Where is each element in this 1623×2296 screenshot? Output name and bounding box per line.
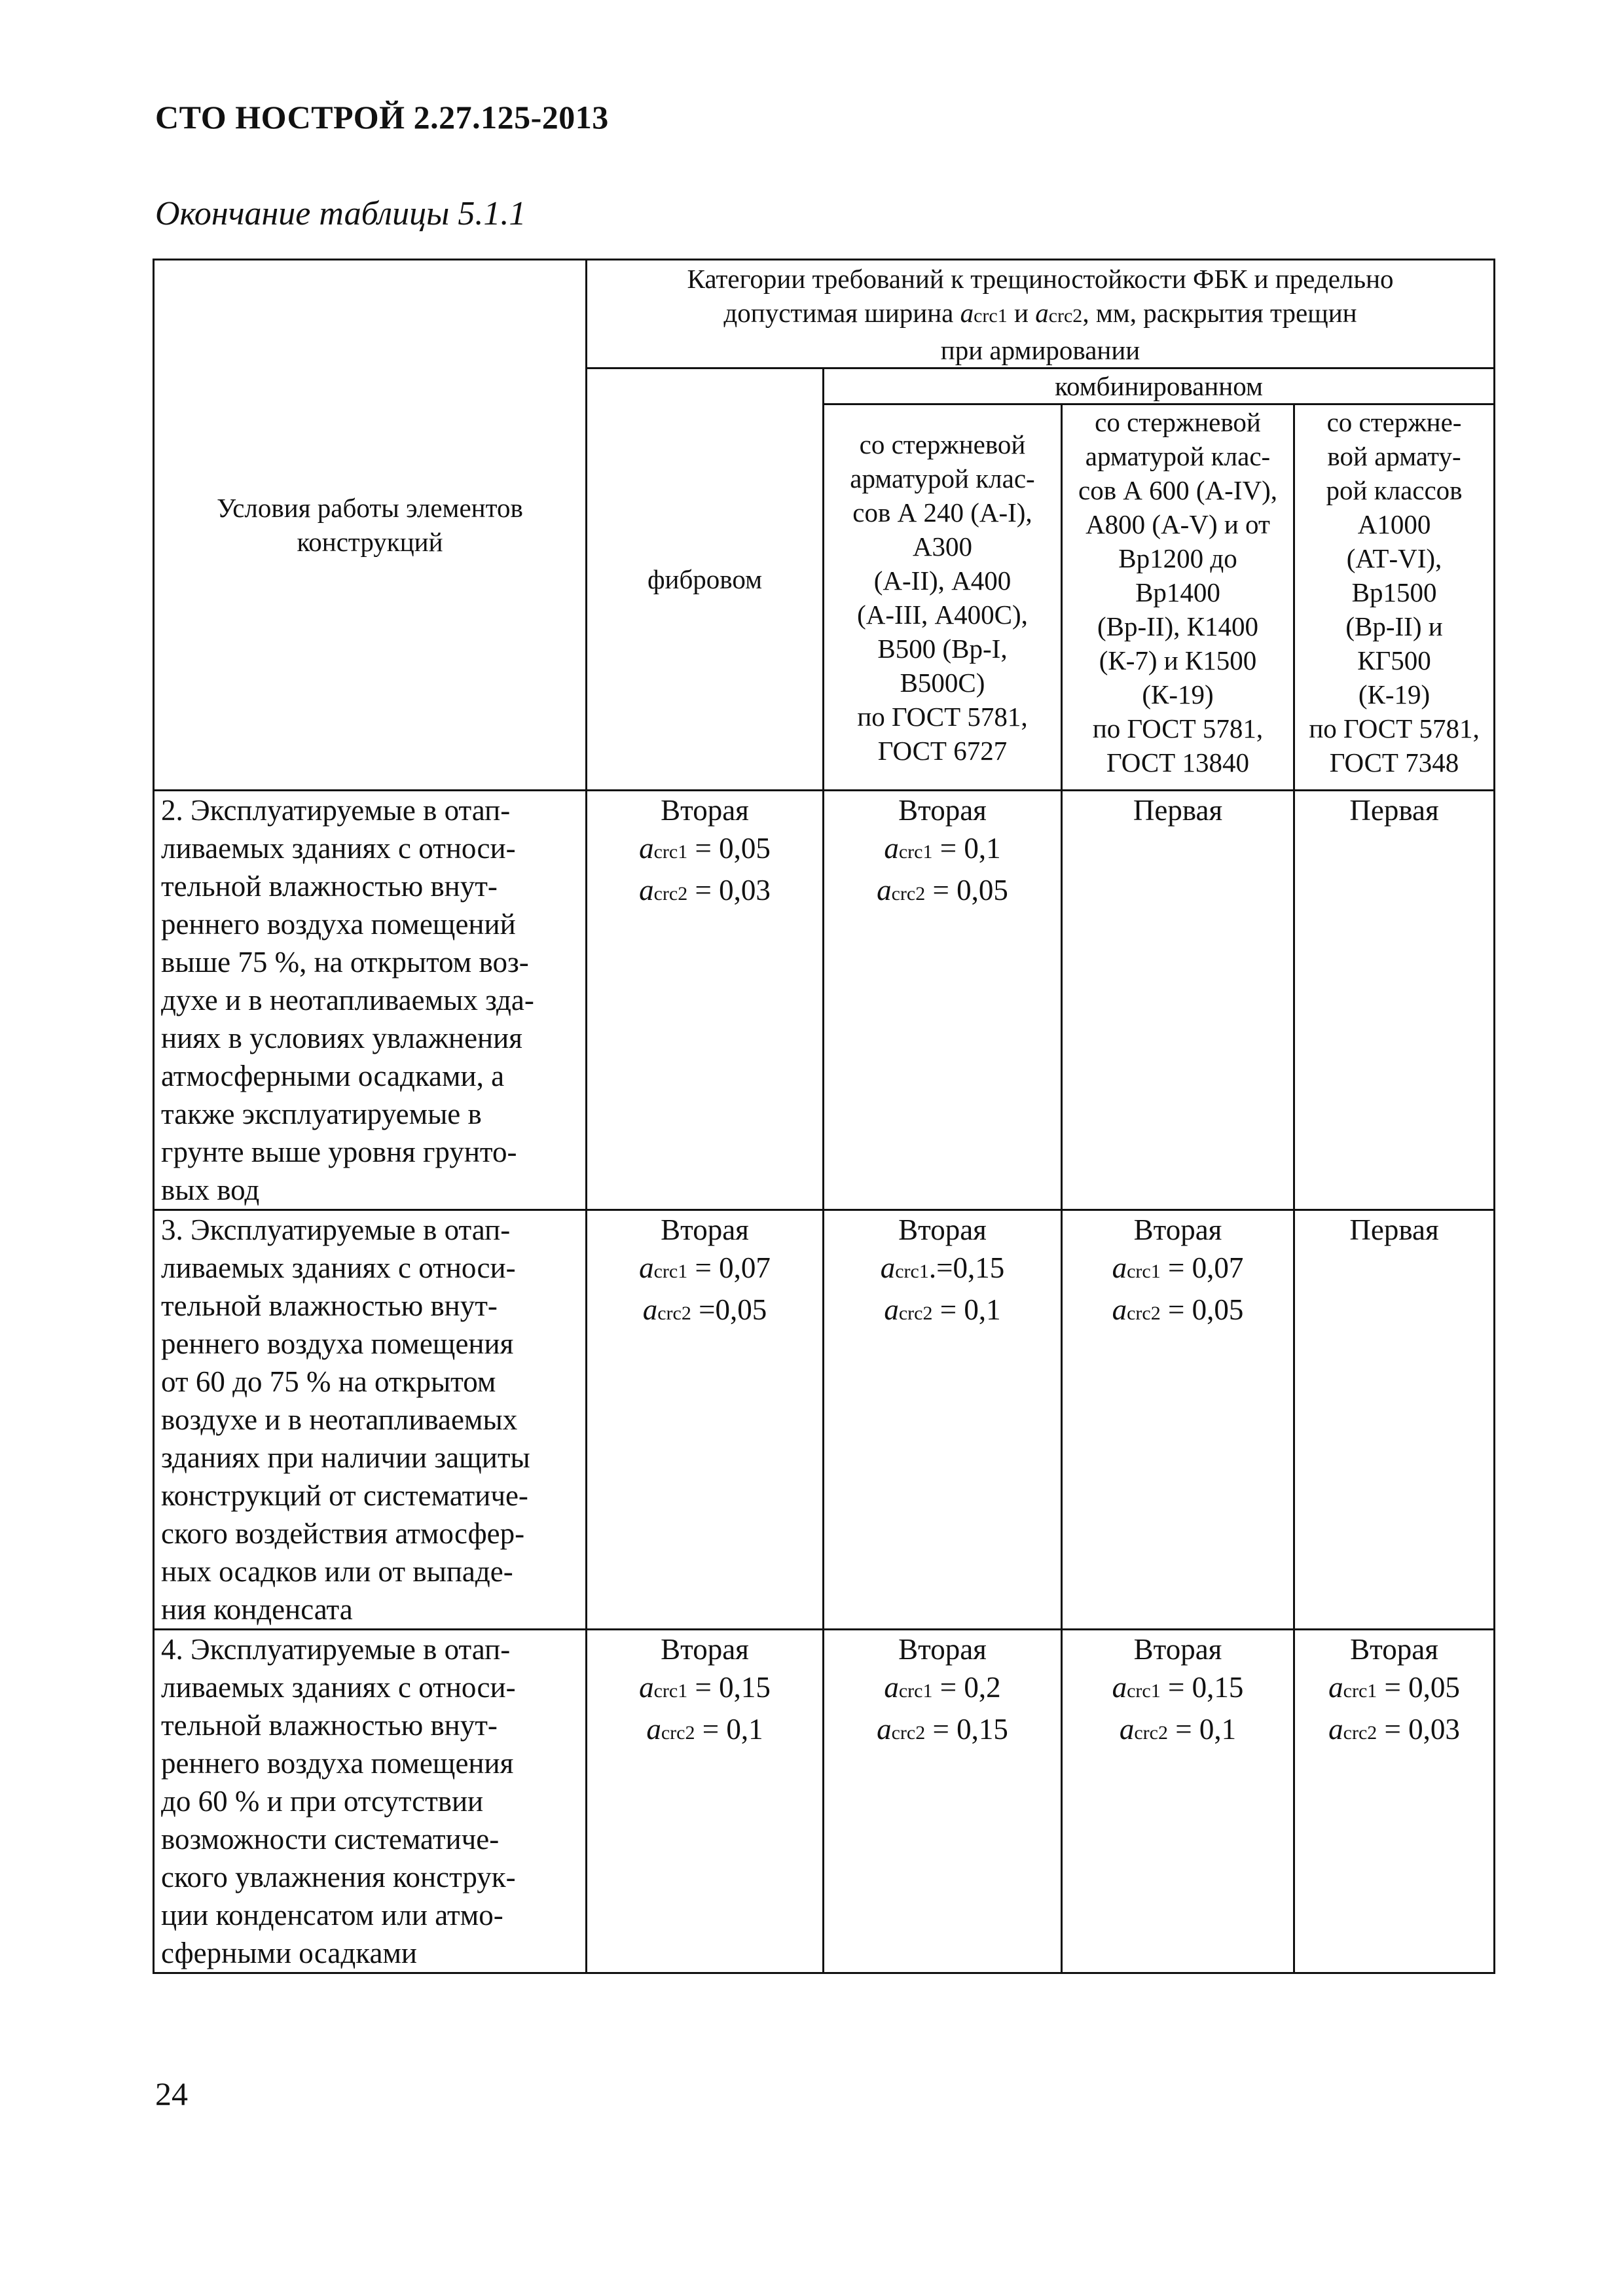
a-symbol: a [880, 1251, 896, 1284]
crack-width-value: = 0,07 [1160, 1251, 1244, 1284]
crack-width-2 [1295, 1710, 1493, 1752]
a-symbol: a [960, 298, 974, 328]
a-symbol: a [1328, 1713, 1343, 1746]
condition-line: тельной влажностью внут- [161, 1709, 498, 1742]
header-col3-line: (Вр-II), К1400 [1097, 611, 1258, 641]
condition-line: реннего воздуха помещений [161, 908, 516, 941]
header-col2-line: В500С) [900, 667, 985, 698]
header-line2-pre: допустимая ширина [723, 298, 960, 328]
sub-crc2: crc2 [1134, 1722, 1168, 1744]
table-caption: Окончание таблицы 5.1.1 [155, 195, 526, 232]
sub-crc1: crc1 [653, 841, 688, 863]
header-col4-line: рой классов [1326, 475, 1463, 505]
header-col2-line: А300 [912, 531, 973, 562]
page-number: 24 [155, 2075, 188, 2112]
crack-width-value: =0,05 [691, 1293, 767, 1326]
header-col4-line: (АТ-VI), [1346, 543, 1442, 573]
value-cell [587, 791, 824, 1210]
condition-line: вых вод [161, 1174, 260, 1206]
crack-width-value: = 0,1 [1167, 1713, 1237, 1746]
category-label: Первая [1349, 1213, 1439, 1246]
condition-line: атмосферными осадками, а [161, 1060, 505, 1092]
crack-width-2 [824, 1710, 1061, 1752]
condition-line: выше 75 %, на открытом воз- [161, 946, 529, 978]
condition-line: реннего воздуха помещения [161, 1747, 514, 1780]
condition-line: грунте выше уровня грунто- [161, 1136, 517, 1168]
category-label: Вторая [898, 1213, 987, 1246]
condition-line: зданиях при наличии защиты [161, 1441, 530, 1474]
header-fibrous-text: фибровом [647, 564, 763, 594]
condition-line: ниях в условиях увлажнения [161, 1022, 522, 1054]
crack-width-value: = 0,05 [687, 832, 771, 865]
header-col4-line: А1000 [1357, 509, 1431, 539]
value-cell [587, 1630, 824, 1973]
sub-crc2: crc2 [1048, 305, 1083, 327]
crack-width-1 [587, 1668, 822, 1710]
header-conditions [154, 260, 587, 791]
crack-width-value: = 0,15 [1160, 1671, 1244, 1704]
header-col2-line: (А-II), А400 [873, 565, 1012, 596]
sub-crc1: crc1 [1343, 1680, 1377, 1702]
header-col3-line: ГОСТ 13840 [1106, 747, 1249, 778]
condition-line: от 60 до 75 % на открытом [161, 1365, 496, 1398]
header-col3-line: (К-19) [1142, 679, 1214, 709]
crack-width-value: = 0,1 [932, 1293, 1001, 1326]
crack-width-2 [587, 1710, 822, 1752]
header-col3-line: по ГОСТ 5781, [1092, 713, 1264, 744]
sub-crc2: crc2 [653, 883, 688, 905]
crack-width-value: = 0,05 [925, 874, 1008, 906]
condition-line: 4. Эксплуатируемые в отап- [161, 1633, 511, 1666]
value-cell [1294, 1630, 1495, 1973]
header-col3-line: (К-7) и К1500 [1099, 645, 1257, 675]
header-col2-line: ГОСТ 6727 [877, 735, 1008, 766]
sub-crc2: crc2 [891, 883, 926, 905]
header-col2-line: В500 (Вр-I, [877, 633, 1008, 664]
a-symbol: a [639, 1251, 654, 1284]
header-col2-line: по ГОСТ 5781, [857, 701, 1028, 732]
crack-width-2 [824, 1291, 1061, 1333]
sub-crc1: crc1 [1127, 1680, 1161, 1702]
crack-width-1 [824, 829, 1061, 871]
header-col4-line: Вр1500 [1351, 577, 1437, 607]
sub-crc1: crc1 [974, 305, 1008, 327]
a-symbol: a [1328, 1671, 1343, 1704]
category-label: Вторая [661, 1633, 749, 1666]
a-symbol: a [884, 1671, 899, 1704]
header-categories-line3: при армировании [940, 335, 1140, 365]
crack-width-2 [1063, 1291, 1293, 1333]
crack-width-1 [824, 1668, 1061, 1710]
value-cell [1062, 1210, 1294, 1630]
crack-width-value: = 0,07 [687, 1251, 771, 1284]
category-label: Вторая [1133, 1213, 1222, 1246]
header-col4-line: вой армату- [1327, 441, 1461, 471]
a-symbol: a [1112, 1251, 1127, 1284]
sub-crc2: crc2 [898, 1302, 933, 1324]
header-col3-line: Вр1200 до [1118, 543, 1237, 573]
crack-width-1 [1295, 1668, 1493, 1710]
condition-line: ливаемых зданиях с относи- [161, 832, 516, 865]
sub-crc1: crc1 [653, 1261, 688, 1282]
header-categories-line1: Категории требований к трещиностойкости ФБК и предельно [687, 264, 1394, 294]
crack-width-2 [1063, 1710, 1293, 1752]
condition-line: возможности систематиче- [161, 1823, 500, 1856]
a-symbol: a [1035, 298, 1049, 328]
condition-line: реннего воздуха помещения [161, 1327, 514, 1360]
crack-width-value: = 0,15 [925, 1713, 1008, 1746]
header-line2-mid: и [1007, 298, 1036, 328]
header-col3-line: арматурой клас- [1085, 441, 1271, 471]
sub-crc1: crc1 [895, 1261, 929, 1282]
condition-line: воздухе и в неотапливаемых [161, 1403, 518, 1436]
condition-line: ского увлажнения конструк- [161, 1861, 516, 1893]
category-label: Вторая [1133, 1633, 1222, 1666]
header-col-rod-a1000 [1294, 404, 1495, 791]
table-row [154, 1210, 1495, 1630]
condition-line: духе и в неотапливаемых зда- [161, 984, 534, 1016]
header-col4-line: (К-19) [1358, 679, 1431, 709]
crack-width-1 [1063, 1249, 1293, 1291]
condition-line: ных осадков или от выпаде- [161, 1555, 513, 1588]
crack-width-value: = 0,2 [932, 1671, 1001, 1704]
condition-line: 3. Эксплуатируемые в отап- [161, 1213, 511, 1246]
value-cell [1062, 791, 1294, 1210]
condition-line: конструкций от систематиче- [161, 1479, 528, 1512]
document-code: СТО НОСТРОЙ 2.27.125-2013 [155, 99, 609, 135]
crack-width-value: = 0,05 [1377, 1671, 1460, 1704]
a-symbol: a [639, 1671, 654, 1704]
condition-line: 2. Эксплуатируемые в отап- [161, 794, 511, 827]
sub-crc1: crc1 [898, 1680, 933, 1702]
sub-crc1: crc1 [1127, 1261, 1161, 1282]
crack-width-2 [587, 1291, 822, 1333]
value-cell [1294, 1210, 1495, 1630]
header-col2-line: со стержневой [859, 429, 1026, 459]
crack-width-value: = 0,1 [932, 832, 1001, 865]
condition-line: ского воздействия атмосфер- [161, 1517, 525, 1550]
header-col3-line: сов А 600 (А-IV), [1078, 475, 1277, 505]
condition-line: ливаемых зданиях с относи- [161, 1251, 516, 1284]
a-symbol: a [884, 1293, 899, 1326]
a-symbol: a [639, 832, 654, 865]
header-col3-line: со стержневой [1095, 407, 1261, 437]
category-label: Первая [1133, 794, 1223, 827]
value-cell [587, 1210, 824, 1630]
requirements-table [153, 259, 1495, 1974]
condition-cell [154, 1630, 587, 1973]
header-combined [824, 368, 1495, 404]
crack-width-1 [824, 1249, 1061, 1291]
a-symbol: a [1112, 1293, 1127, 1326]
crack-width-2 [587, 871, 822, 913]
sub-crc2: crc2 [1127, 1302, 1161, 1324]
sub-crc2: crc2 [1343, 1722, 1377, 1744]
header-fibrous [587, 368, 824, 791]
header-col2-line: арматурой клас- [850, 463, 1035, 493]
header-conditions-text: Условия работы элементов конструкций [217, 493, 523, 557]
sub-crc2: crc2 [657, 1302, 691, 1324]
condition-cell [154, 1210, 587, 1630]
crack-width-value: = 0,03 [687, 874, 771, 906]
a-symbol: a [642, 1293, 658, 1326]
crack-width-1 [587, 829, 822, 871]
crack-width-1 [587, 1249, 822, 1291]
sub-crc1: crc1 [653, 1680, 688, 1702]
crack-width-value: = 0,15 [687, 1671, 771, 1704]
crack-width-1 [1063, 1668, 1293, 1710]
sub-crc2: crc2 [891, 1722, 926, 1744]
crack-width-value: = 0,03 [1377, 1713, 1460, 1746]
a-symbol: a [1119, 1713, 1135, 1746]
header-line2-post: , мм, раскрытия трещин [1082, 298, 1357, 328]
sub-crc1: crc1 [898, 841, 933, 863]
a-symbol: a [646, 1713, 661, 1746]
a-symbol: a [1112, 1671, 1127, 1704]
value-cell [824, 791, 1062, 1210]
value-cell [1294, 791, 1495, 1210]
crack-width-value: = 0,1 [695, 1713, 763, 1746]
category-label: Вторая [898, 1633, 987, 1666]
a-symbol: a [877, 874, 892, 906]
header-combined-text: комбинированном [1055, 371, 1263, 401]
condition-cell [154, 791, 587, 1210]
header-col-rod-a240 [824, 404, 1062, 791]
sub-crc2: crc2 [661, 1722, 695, 1744]
a-symbol: a [639, 874, 654, 906]
crack-width-value: = 0,05 [1160, 1293, 1244, 1326]
condition-line: сферными осадками [161, 1937, 418, 1969]
a-symbol: a [877, 1713, 892, 1746]
header-col3-line: Вр1400 [1135, 577, 1220, 607]
category-label: Вторая [1350, 1633, 1438, 1666]
header-col2-line: сов А 240 (А-I), [852, 497, 1032, 528]
header-categories [587, 260, 1495, 368]
condition-line: ливаемых зданиях с относи- [161, 1671, 516, 1704]
condition-line: тельной влажностью внут- [161, 870, 498, 903]
header-col-rod-a600 [1062, 404, 1294, 791]
value-cell [1062, 1630, 1294, 1973]
header-col4-line: ГОСТ 7348 [1329, 747, 1459, 778]
crack-width-value: .=0,15 [928, 1251, 1005, 1284]
condition-line: ции конденсатом или атмо- [161, 1899, 503, 1931]
condition-line: до 60 % и при отсутствии [161, 1785, 484, 1818]
header-col4-line: по ГОСТ 5781, [1309, 713, 1480, 744]
condition-line: тельной влажностью внут- [161, 1289, 498, 1322]
header-col4-line: со стержне- [1326, 407, 1462, 437]
category-label: Первая [1349, 794, 1439, 827]
value-cell [824, 1630, 1062, 1973]
header-col4-line: (Вр-II) и [1345, 611, 1443, 641]
table-row [154, 791, 1495, 1210]
category-label: Вторая [661, 794, 749, 827]
header-col2-line: (А-III, А400С), [857, 599, 1028, 630]
condition-line: ния конденсата [161, 1593, 353, 1626]
category-label: Вторая [898, 794, 987, 827]
category-label: Вторая [661, 1213, 749, 1246]
table-row [154, 1630, 1495, 1973]
value-cell [824, 1210, 1062, 1630]
crack-width-2 [824, 871, 1061, 913]
header-col3-line: А800 (А-V) и от [1085, 509, 1270, 539]
condition-line: также эксплуатируемые в [161, 1098, 482, 1130]
a-symbol: a [884, 832, 899, 865]
header-categories-line2 [587, 296, 1493, 333]
header-col4-line: КГ500 [1357, 645, 1431, 675]
